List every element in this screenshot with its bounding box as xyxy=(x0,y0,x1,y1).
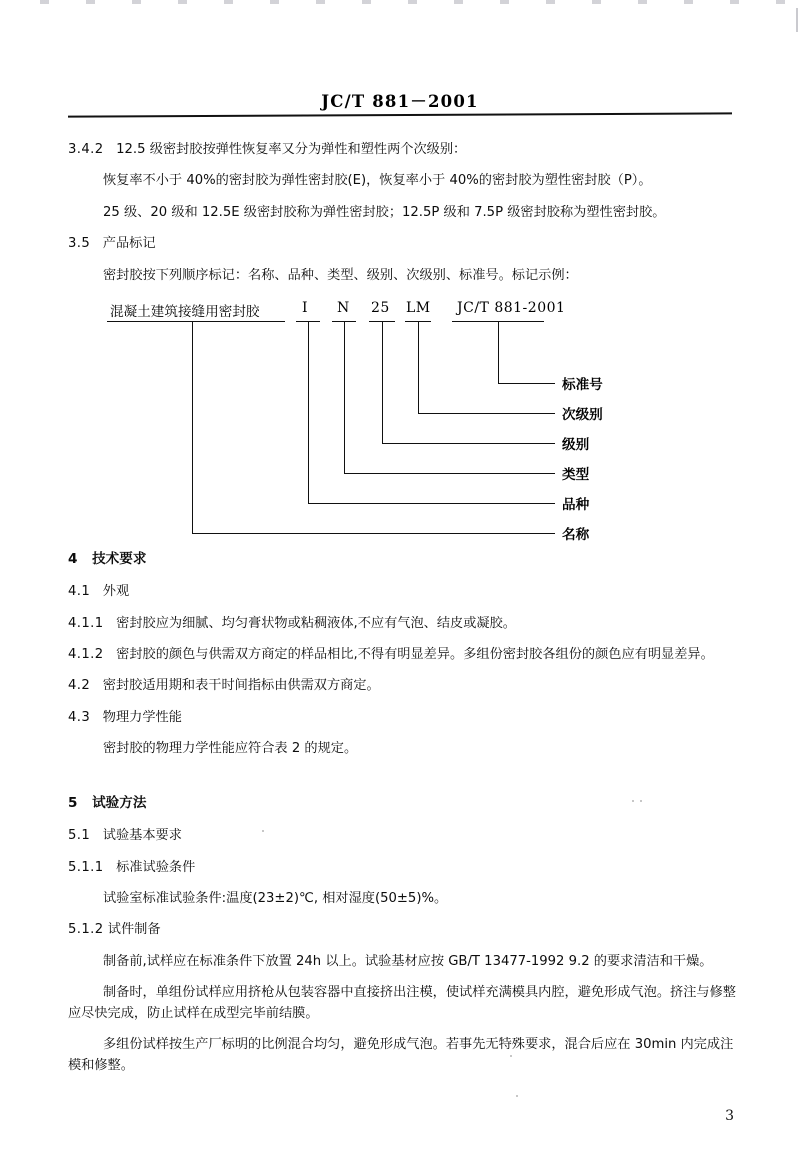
section-5-number: 5 xyxy=(68,795,78,811)
clause-4-2-text: 密封胶适用期和表干时间指标由供需双方商定。 xyxy=(102,678,380,694)
diagram-leader-v-standard-no xyxy=(498,321,499,383)
section-4-title: 技术要求 xyxy=(92,551,147,567)
clause-5-1-1-title: 标准试验条件 xyxy=(116,859,196,875)
diagram-leader-h-name xyxy=(192,533,555,534)
clause-4-3-title: 物理力学性能 xyxy=(102,709,182,725)
clause-5-1-2-title: 试件制备 xyxy=(107,922,161,938)
scan-speck xyxy=(516,1095,518,1097)
clause-5-1-2-para-1: 制备前,试样应在标准条件下放置 24h 以上。试验基材应按 GB/T 13477-1992 9.2 的要求清洁和干燥。 xyxy=(103,953,713,969)
clause-4-2 xyxy=(68,676,736,696)
diagram-leader-h-type xyxy=(344,473,555,474)
clause-3-5 xyxy=(68,234,736,254)
diagram-leader-h-variety xyxy=(308,503,555,504)
clause-5-1-1-text: 试验室标准试验条件:温度(23±2)℃, 相对湿度(50±5)%。 xyxy=(103,890,448,906)
diagram-leader-v-grade xyxy=(382,321,383,443)
page-number: 3 xyxy=(725,1108,734,1124)
section-4-heading xyxy=(68,549,736,570)
diagram-label-subgrade: 次级别 xyxy=(562,407,603,423)
diagram-leader-v-type xyxy=(344,321,345,473)
diagram-leader-h-standard-no xyxy=(498,383,555,384)
clause-4-1-2 xyxy=(68,645,736,665)
document-body-top xyxy=(68,140,736,297)
section-4-number: 4 xyxy=(68,551,78,567)
scan-speck xyxy=(510,1055,512,1057)
diagram-underline-name xyxy=(107,321,285,322)
clause-5-1-title: 试验基本要求 xyxy=(102,828,182,844)
section-5 xyxy=(68,793,736,1087)
clause-5-1-2 xyxy=(68,920,736,940)
clause-3-5-title: 产品标记 xyxy=(102,236,156,252)
diagram-code-type: N xyxy=(337,300,350,316)
clause-4-3-number: 4.3 xyxy=(68,709,91,725)
clause-3-5-number: 3.5 xyxy=(68,236,91,252)
diagram-label-type: 类型 xyxy=(562,467,590,483)
diagram-leader-v-name xyxy=(192,321,193,533)
clause-5-1-2-para-3: 多组份试样按生产厂标明的比例混合均匀，避免形成气泡。若事先无特殊要求，混合后应在 30min 内完成注模和修整。 xyxy=(68,1037,734,1073)
header-rule xyxy=(68,112,732,117)
clause-5-1-1-number: 5.1.1 xyxy=(68,859,104,875)
clause-3-4-2-para-2: 25 级、20 级和 12.5E 级密封胶称为弹性密封胶；12.5P 级和 7.5P 级密封胶称为塑性密封胶。 xyxy=(103,204,666,220)
clause-4-3-text: 密封胶的物理力学性能应符合表 2 的规定。 xyxy=(103,741,358,757)
clause-5-1-2-para-2: 制备时，单组份试样应用挤枪从包装容器中直接挤出注模，使试样充满模具内腔，避免形成气泡。挤注与修整应尽快完成，防止试样在成型完毕前结膜。 xyxy=(68,985,736,1021)
clause-5-1-2-number: 5.1.2 xyxy=(68,922,104,938)
clause-4-1-1 xyxy=(68,614,736,634)
diagram-leader-v-variety xyxy=(308,321,309,503)
clause-5-1-number: 5.1 xyxy=(68,828,91,844)
scan-speck xyxy=(632,800,634,802)
diagram-label-variety: 品种 xyxy=(562,497,590,513)
clause-4-2-number: 4.2 xyxy=(68,678,91,694)
clause-4-1-2-number: 4.1.2 xyxy=(68,646,104,662)
clause-3-5-para-1: 密封胶按下列顺序标记：名称、品种、类型、级别、次级别、标准号。标记示例： xyxy=(103,267,578,283)
clause-5-1 xyxy=(68,826,736,846)
diagram-code-standard-no: JC/T 881-2001 xyxy=(457,300,566,316)
diagram-label-standard-no: 标准号 xyxy=(562,377,603,393)
clause-3-4-2-para-1: 恢复率不小于 40%的密封胶为弹性密封胶(E)，恢复率小于 40%的密封胶为塑性密封胶（P）。 xyxy=(103,173,652,189)
section-5-heading xyxy=(68,793,736,814)
scan-artifact-right-edge xyxy=(796,8,798,32)
scan-speck xyxy=(262,830,264,832)
clause-4-1-1-text: 密封胶应为细腻、均匀膏状物或粘稠液体,不应有气泡、结皮或凝胶。 xyxy=(116,615,516,631)
clause-4-1-2-text: 密封胶的颜色与供需双方商定的样品相比,不得有明显差异。多组份密封胶各组份的颜色应有明显差异。 xyxy=(116,646,714,662)
clause-5-1-1 xyxy=(68,858,736,878)
diagram-leader-h-subgrade xyxy=(418,413,555,414)
clause-3-4-2 xyxy=(68,140,736,160)
diagram-code-variety: I xyxy=(302,300,309,316)
scan-artifact-top xyxy=(40,0,790,4)
clause-4-1-title: 外观 xyxy=(102,584,130,600)
diagram-leader-v-subgrade xyxy=(418,321,419,413)
clause-4-1 xyxy=(68,582,736,602)
product-marking-diagram xyxy=(0,290,800,542)
clause-4-3 xyxy=(68,708,736,728)
diagram-leader-h-grade xyxy=(382,443,555,444)
page-header xyxy=(68,88,732,112)
standard-number: JC/T 881－2001 xyxy=(321,92,479,111)
diagram-label-name: 名称 xyxy=(562,527,590,543)
scan-speck xyxy=(640,800,642,802)
diagram-code-subgrade: LM xyxy=(406,300,431,316)
diagram-code-grade: 25 xyxy=(371,300,390,316)
section-5-title: 试验方法 xyxy=(92,795,147,811)
diagram-code-name: 混凝土建筑接缝用密封胶 xyxy=(110,304,260,320)
clause-4-1-1-number: 4.1.1 xyxy=(68,615,104,631)
section-4 xyxy=(68,549,736,771)
diagram-label-grade: 级别 xyxy=(562,437,590,453)
clause-4-1-number: 4.1 xyxy=(68,584,91,600)
clause-3-4-2-number: 3.4.2 xyxy=(68,142,104,157)
clause-3-4-2-title: 12.5 级密封胶按弹性恢复率又分为弹性和塑性两个次级别： xyxy=(116,142,467,157)
